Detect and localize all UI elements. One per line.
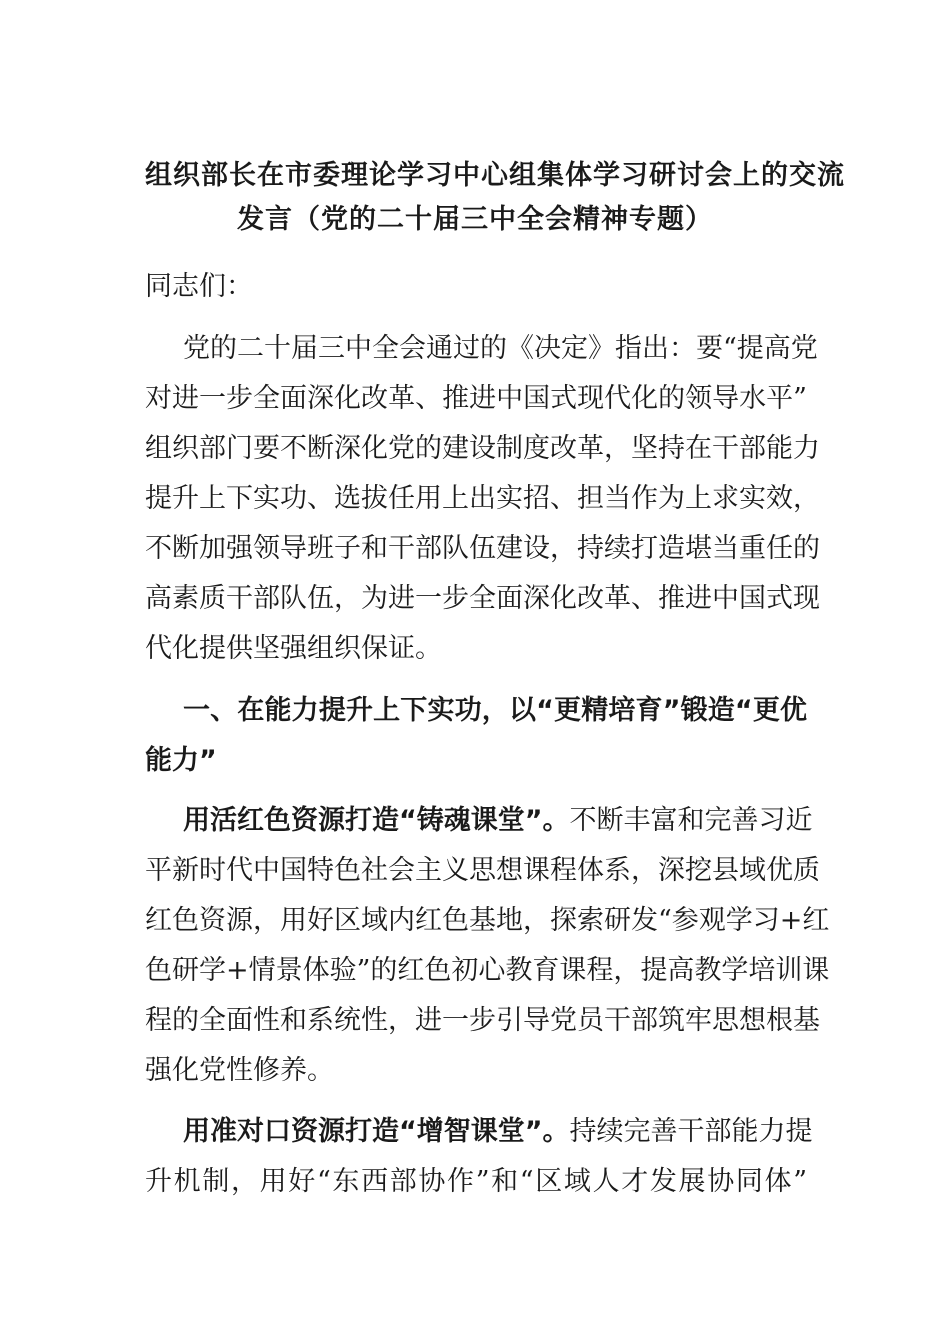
title-line-1: 组织部长在市委理论学习中心组集体学习研讨会上的交流 — [145, 160, 845, 191]
paragraph-1 — [145, 796, 830, 1096]
paragraph-2-lead: 用准对口资源打造“增智课堂”。 — [183, 1116, 570, 1147]
paragraph-2-line — [145, 1107, 813, 1157]
paragraph-1-lead: 用活红色资源打造“铸魂课堂”。 — [183, 805, 570, 836]
title-line-2: 发言（党的二十届三中全会精神专题） — [237, 204, 713, 235]
section-heading-line: 能力” — [145, 745, 217, 776]
paragraph-1-line — [145, 796, 813, 846]
section-1-heading — [145, 686, 807, 786]
paragraph-2-line: 升机制，用好“东西部协作”和“区域人才发展协同体” — [145, 1166, 807, 1197]
intro-line: 不断加强领导班子和干部队伍建设，持续打造堪当重任的 — [145, 533, 820, 564]
paragraph-1-first-text: 不断丰富和完善习近 — [569, 805, 813, 836]
paragraph-1-line: 平新时代中国特色社会主义思想课程体系，深挖县域优质 — [145, 855, 820, 886]
document-title — [145, 154, 845, 242]
intro-line: 对进一步全面深化改革、推进中国式现代化的领导水平” — [145, 383, 807, 414]
paragraph-2 — [145, 1107, 813, 1207]
intro-line: 组织部门要不断深化党的建设制度改革，坚持在干部能力 — [145, 433, 820, 464]
intro-line: 代化提供坚强组织保证。 — [145, 633, 442, 664]
intro-line: 提升上下实功、选拔任用上出实招、担当作为上求实效， — [145, 483, 820, 514]
greeting: 同志们： — [145, 271, 253, 302]
intro-paragraph — [145, 324, 820, 674]
paragraph-1-line: 色研学+情景体验”的红色初心教育课程，提高教学培训课 — [145, 955, 830, 986]
paragraph-1-line: 强化党性修养。 — [145, 1055, 334, 1086]
intro-line: 高素质干部队伍，为进一步全面深化改革、推进中国式现 — [145, 583, 820, 614]
paragraph-2-first-text: 持续完善干部能力提 — [569, 1116, 813, 1147]
paragraph-1-line: 红色资源，用好区域内红色基地，探索研发“参观学习+红 — [145, 905, 830, 936]
intro-line: 党的二十届三中全会通过的《决定》指出：要“提高党 — [183, 333, 818, 364]
paragraph-1-line: 程的全面性和系统性，进一步引导党员干部筑牢思想根基 — [145, 1005, 820, 1036]
section-heading-line: 一、在能力提升上下实功，以“更精培育”锻造“更优 — [183, 695, 807, 726]
